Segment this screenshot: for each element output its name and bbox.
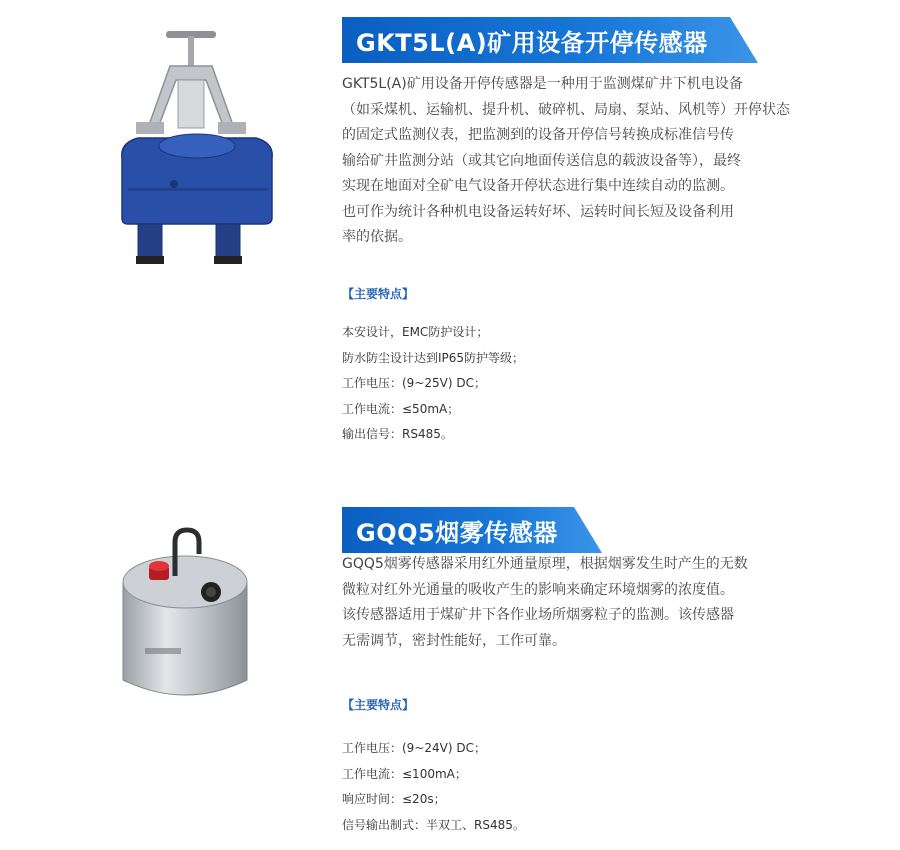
product-description: [342, 72, 790, 251]
feature-item: 防水防尘设计达到IP65防护等级；: [342, 350, 525, 365]
features-heading: 【主要特点】: [342, 287, 415, 301]
product-gqq5: [0, 490, 900, 850]
description-line: （如采煤机、运输机、提升机、破碎机、局扇、泵站、风机等）开停状态: [342, 101, 790, 118]
feature-item: 工作电压：(9~25V) DC；: [342, 376, 486, 390]
product-title-banner: [342, 507, 602, 553]
feature-item: 响应时间：≤20s；: [342, 792, 446, 806]
description-line: 实现在地面对全矿电气设备开停状态进行集中连续自动的监测。: [342, 178, 734, 194]
features-list: [342, 320, 524, 448]
feature-item: 信号输出制式：半双工、RS485。: [342, 817, 525, 832]
description-line: 无需调节，密封性能好，工作可靠。: [342, 632, 566, 649]
description-line: 也可作为统计各种机电设备运转好坏、运转时间长短及设备利用: [342, 203, 734, 220]
feature-item: 工作电压：(9~24V) DC；: [342, 741, 486, 755]
description-line: GKT5L(A)矿用设备开停传感器是一种用于监测煤矿井下机电设备: [342, 76, 743, 92]
product-description: [342, 552, 782, 654]
description-line: 率的依据。: [342, 229, 412, 245]
switch-sensor-image: [108, 18, 288, 268]
feature-item: 工作电流：≤50mA；: [342, 401, 460, 416]
description-line: GQQ5烟雾传感器采用红外通量原理，根据烟雾发生时产生的无数: [342, 556, 748, 572]
feature-item: 本安设计，EMC防护设计；: [342, 325, 489, 339]
feature-item: 输出信号：RS485。: [342, 427, 453, 441]
description-line: 该传感器适用于煤矿井下各作业场所烟雾粒子的监测。该传感器: [342, 607, 734, 623]
smoke-sensor-image: [115, 520, 255, 705]
product-title: GQQ5烟雾传感器: [356, 518, 558, 547]
product-title-banner: [342, 17, 758, 63]
features-heading: 【主要特点】: [342, 698, 415, 712]
product-title: GKT5L(A)矿用设备开停传感器: [356, 28, 708, 57]
feature-item: 工作电流：≤100mA；: [342, 766, 467, 781]
description-line: 输给矿井监测分站（或其它向地面传送信息的载波设备等），最终: [342, 152, 741, 169]
description-line: 的固定式监测仪表，把监测到的设备开停信号转换成标准信号传: [342, 127, 734, 143]
features-list: [342, 736, 525, 838]
description-line: 微粒对红外光通量的吸收产生的影响来确定环境烟雾的浓度值。: [342, 581, 734, 598]
